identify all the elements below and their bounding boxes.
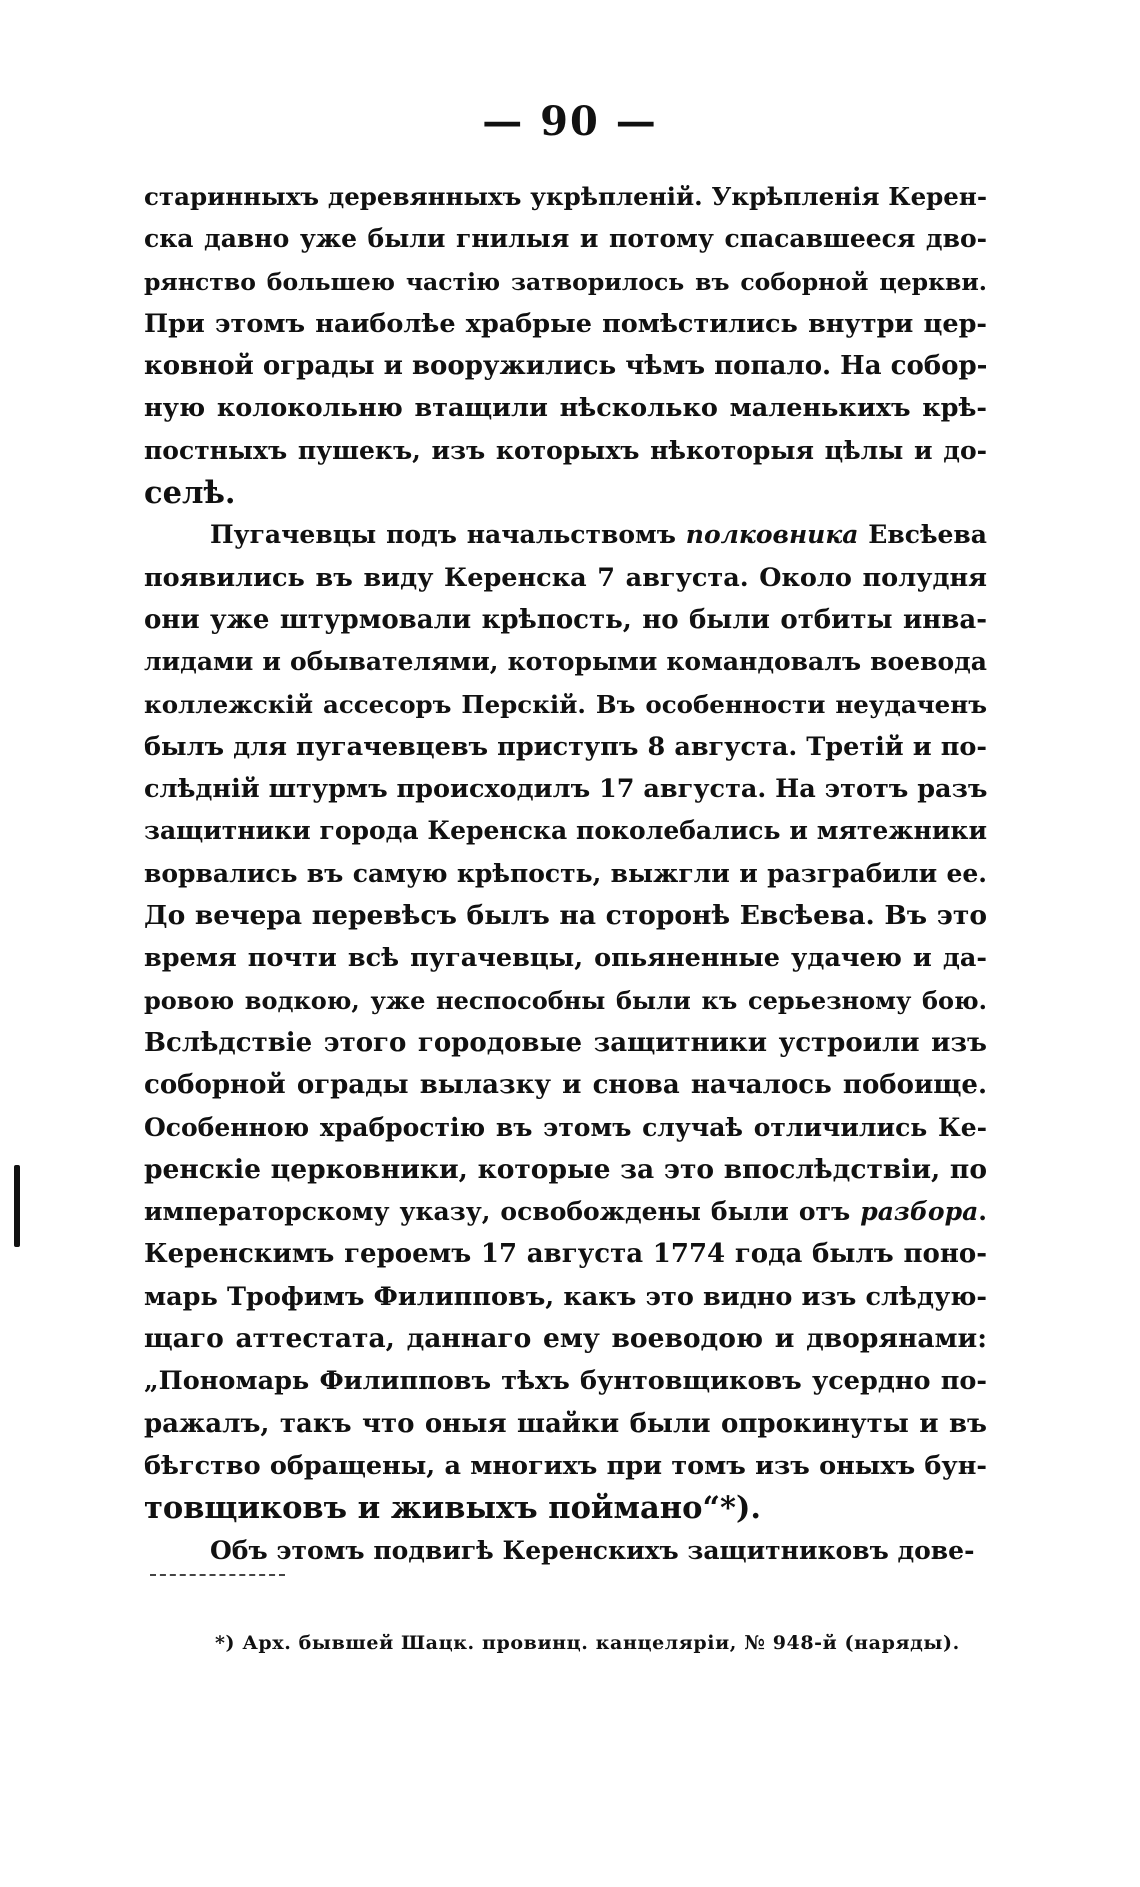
text-line: ражалъ, такъ что оныя шайки были опрокинуты и въ — [144, 1408, 987, 1439]
text-line: Объ этомъ подвигѣ Керенскихъ защитниковъ дове- — [210, 1535, 975, 1565]
text-line: марь Трофимъ Филипповъ, какъ это видно изъ слѣдую- — [144, 1281, 987, 1312]
text-line: При этомъ наиболѣе храбрые помѣстились внутри цер- — [144, 308, 987, 339]
emphasized-word: разбора — [860, 1197, 979, 1227]
text-line: ренскіе церковники, которые за это впослѣдствіи, по — [144, 1153, 987, 1185]
text-line: соборной ограды вылазку и снова началось побоище. — [144, 1070, 987, 1101]
text-line: коллежскій ассесоръ Перскій. Въ особенности неудаченъ — [144, 689, 987, 719]
body-text — [144, 176, 987, 1572]
text-line: былъ для пугачевцевъ приступъ 8 августа. Третій и по- — [144, 731, 987, 762]
text-line: императорскому указу, освобождены были отъ разбора. — [144, 1197, 987, 1227]
text-line: постныхъ пушекъ, изъ которыхъ нѣкоторыя цѣлы и до- — [144, 435, 987, 465]
text-line: ровою водкою, уже неспособны были къ серьезному бою. — [144, 985, 987, 1015]
text-line: слѣдній штурмъ происходилъ 17 августа. На этотъ разъ — [144, 774, 988, 805]
text-line: старинныхъ деревянныхъ укрѣпленій. Укрѣпленія Керен- — [144, 182, 987, 211]
text-line: селѣ. — [144, 475, 236, 512]
text-line: До вечера перевѣсъ былъ на сторонѣ Евсѣева. Въ это — [144, 900, 987, 932]
footnote-separator — [150, 1574, 285, 1576]
text-line: „Пономарь Филипповъ тѣхъ бунтовщиковъ усердно по- — [144, 1366, 987, 1397]
paragraph — [144, 514, 987, 1529]
text-line: Вслѣдствіе этого городовые защитники устроили изъ — [144, 1027, 987, 1058]
text-line: рянство большею частію затворилось въ соборной церкви. — [144, 267, 987, 296]
text-line: ворвались въ самую крѣпость, выжгли и разграбили ее. — [144, 858, 987, 888]
emphasized-word: полковника — [685, 520, 859, 550]
margin-mark — [14, 1165, 20, 1247]
text-line: лидами и обывателями, которыми командовалъ воевода — [144, 647, 987, 677]
text-line: Пугачевцы подъ начальствомъ полковника Евсѣева — [210, 520, 987, 550]
text-line: ковной ограды и вооружились чѣмъ попало. На собор- — [144, 351, 988, 382]
text-line: щаго аттестата, даннаго ему воеводою и дворянами: — [144, 1323, 987, 1355]
text-line: ную колокольню втащили нѣсколько маленькихъ крѣ- — [144, 393, 987, 424]
text-line: Особенною храбростію въ этомъ случаѣ отличились Ке- — [144, 1112, 987, 1142]
text-line: они уже штурмовали крѣпость, но были отбиты инва- — [144, 604, 987, 635]
footnote: *) Арх. бывшей Шацк. провинц. канцеляріи, № 948-й (наряды). — [215, 1632, 960, 1654]
text-line: время почти всѣ пугачевцы, опьяненные удачею и да- — [144, 943, 987, 974]
text-line: появились въ виду Керенска 7 августа. Около полудня — [144, 562, 987, 593]
text-line: ска давно уже были гнилыя и потому спасавшееся дво- — [144, 224, 987, 254]
text-line: Керенскимъ героемъ 17 августа 1774 года былъ поно- — [144, 1239, 987, 1270]
text-line: товщиковъ и живыхъ поймано“*). — [144, 1490, 762, 1527]
text-line: бѣгство обращены, а многихъ при томъ изъ оныхъ бун- — [144, 1450, 987, 1481]
text-line: защитники города Керенска поколебались и мятежники — [144, 816, 987, 846]
paragraph — [144, 1530, 987, 1572]
paragraph — [144, 176, 987, 514]
page-number: — 90 — — [482, 98, 658, 145]
